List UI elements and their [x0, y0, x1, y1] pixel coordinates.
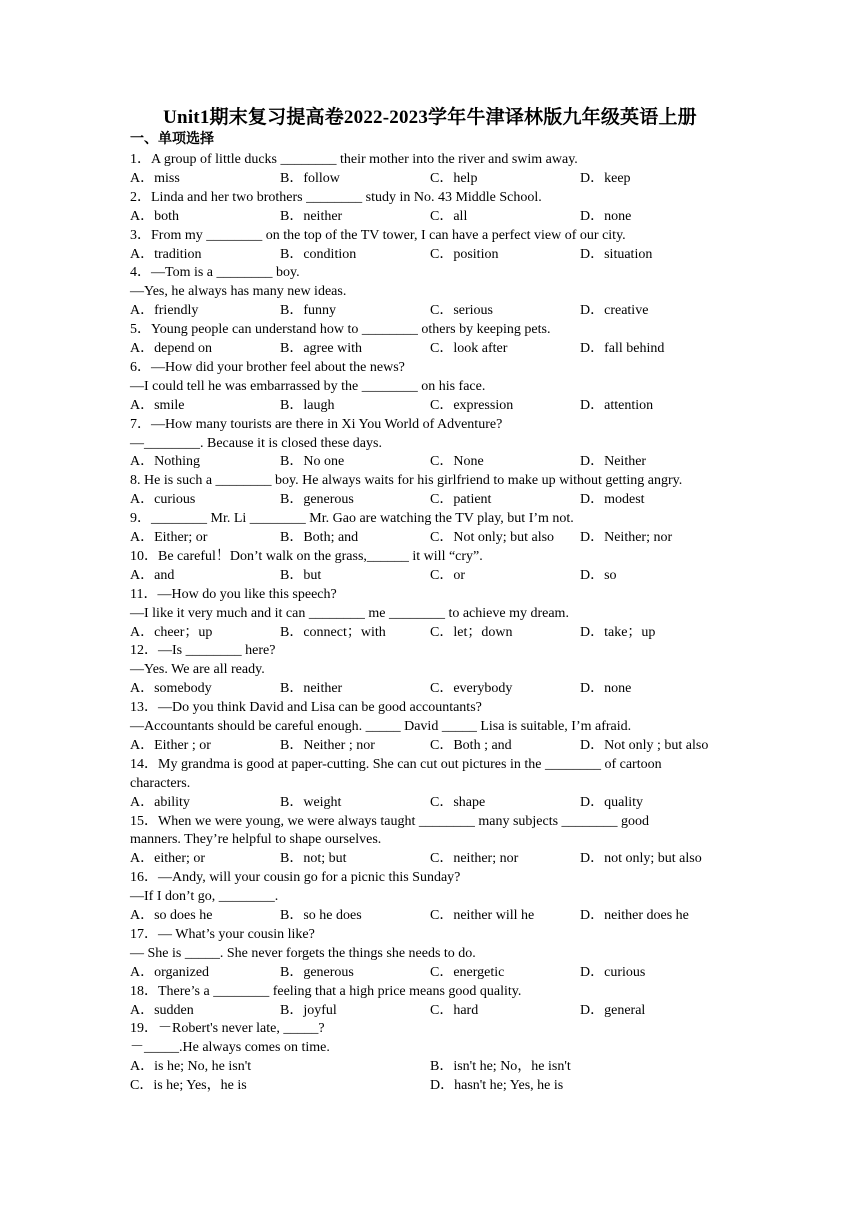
- answer-option: A．tradition: [130, 246, 202, 262]
- question-stem-line: —Accountants should be careful enough. _____ David _____ Lisa is suitable, I’m afraid.: [130, 719, 632, 734]
- options-row: [130, 170, 740, 189]
- answer-option: A．is he; No, he isn't: [130, 1059, 252, 1075]
- answer-option: B．joyful: [280, 1002, 337, 1018]
- answer-option: C．neither; nor: [430, 851, 519, 867]
- question-item: [130, 472, 740, 510]
- question-stem: 7．—How many tourists are there in Xi You World of Adventure?: [130, 416, 503, 432]
- answer-option: A．smile: [130, 397, 185, 413]
- answer-option: A．curious: [130, 492, 196, 508]
- answer-option: D．keep: [580, 170, 631, 186]
- options-row: [130, 907, 740, 926]
- answer-option: A．cheer；up: [130, 624, 213, 640]
- question-stem-line: —________. Because it is closed these days.: [130, 435, 382, 451]
- answer-option: A．and: [130, 567, 175, 583]
- answer-option: B．laugh: [280, 397, 335, 413]
- answer-option: A．either; or: [130, 851, 206, 867]
- question-stem: 8. He is such a ________ boy. He always waits for his girlfriend to make up without getting angry.: [130, 473, 683, 489]
- answer-option: B．isn't he; No，he isn't: [430, 1059, 571, 1075]
- answer-option: C．let；down: [430, 624, 513, 640]
- answer-option: C．energetic: [430, 964, 505, 980]
- answer-option: C．None: [430, 454, 484, 470]
- answer-option: A．miss: [130, 170, 180, 186]
- question-item: [130, 321, 740, 359]
- answer-option: D．Not only ; but also: [580, 737, 709, 753]
- options-row: [130, 529, 740, 548]
- answer-option: D．Neither: [580, 454, 647, 470]
- options-row: [130, 794, 740, 813]
- answer-option: D．none: [580, 681, 632, 697]
- answer-option: B．connect；with: [280, 624, 386, 640]
- answer-option: D．take；up: [580, 624, 656, 640]
- answer-option: B．Neither ; nor: [280, 737, 375, 753]
- answer-option: B．follow: [280, 170, 340, 186]
- question-stem: 13．—Do you think David and Lisa can be good accountants?: [130, 700, 482, 716]
- options-row: [130, 680, 740, 699]
- answer-option: B．condition: [280, 246, 357, 262]
- question-stem-line: —If I don’t go, ________.: [130, 889, 279, 905]
- options-row: [130, 964, 740, 983]
- answer-option: A．organized: [130, 964, 210, 980]
- question-stem: 5．Young people can understand how to ________ others by keeping pets.: [130, 322, 551, 338]
- options-row: [130, 302, 740, 321]
- answer-option: B．weight: [280, 794, 342, 810]
- answer-option: D．Neither; nor: [580, 530, 673, 545]
- options-row: [130, 208, 740, 227]
- answer-option: B．No one: [280, 454, 345, 470]
- answer-option: B．agree with: [280, 341, 363, 356]
- question-item: [130, 983, 740, 1021]
- answer-option: D．fall behind: [580, 341, 665, 356]
- answer-option: B．funny: [280, 303, 336, 319]
- question-stem: 17．— What’s your cousin like?: [130, 926, 315, 942]
- answer-option: C．shape: [430, 794, 486, 810]
- question-stem: 2．Linda and her two brothers ________ study in No. 43 Middle School.: [130, 189, 542, 205]
- answer-option: A．so does he: [130, 908, 213, 924]
- answer-option: C．is he; Yes，he is: [130, 1078, 247, 1094]
- answer-option: A．depend on: [130, 341, 213, 356]
- answer-option: D．curious: [580, 964, 646, 980]
- question-stem: 14．My grandma is good at paper-cutting. She can cut out pictures in the ________ of cartoon: [130, 756, 662, 772]
- answer-option: B．Both; and: [280, 530, 359, 545]
- question-stem-line: characters.: [130, 775, 191, 791]
- question-stem: 12．—Is ________ here?: [130, 643, 276, 659]
- question-item: [130, 869, 740, 926]
- answer-option: C．serious: [430, 303, 493, 319]
- question-stem: 15．When we were young, we were always taught ________ many subjects ________ good: [130, 813, 650, 829]
- question-item: [130, 813, 740, 870]
- section-heading: 一、单项选择: [130, 132, 214, 147]
- answer-option: D．creative: [580, 303, 649, 319]
- answer-option: D．not only; but also: [580, 851, 702, 867]
- answer-option: A．both: [130, 208, 179, 224]
- answer-option: A．friendly: [130, 303, 199, 319]
- answer-option: A．somebody: [130, 681, 212, 697]
- options-row: [130, 624, 740, 643]
- answer-option: D．modest: [580, 492, 645, 508]
- answer-option: C．Not only; but also: [430, 530, 555, 545]
- answer-option: A．Either ; or: [130, 737, 211, 753]
- question-stem-line: — She is _____. She never forgets the things she needs to do.: [130, 945, 476, 961]
- options-row: [130, 491, 740, 510]
- question-stem: 4．—Tom is a ________ boy.: [130, 265, 300, 281]
- question-stem-line: —Yes. We are all ready.: [130, 662, 265, 678]
- options-row: [130, 1002, 740, 1021]
- question-stem: 9．________ Mr. Li ________ Mr. Gao are watching the TV play, but I’m not.: [130, 511, 574, 527]
- answer-option: D．situation: [580, 246, 653, 262]
- answer-option: C．help: [430, 170, 478, 186]
- question-item: [130, 699, 740, 756]
- answer-option: C．everybody: [430, 681, 513, 697]
- answer-option: D．attention: [580, 397, 654, 413]
- options-row: [130, 850, 740, 869]
- question-item: [130, 359, 740, 416]
- answer-option: C．neither will he: [430, 908, 535, 924]
- answer-option: D．hasn't he; Yes, he is: [430, 1078, 564, 1094]
- answer-option: D．quality: [580, 794, 643, 810]
- answer-option: C．hard: [430, 1002, 479, 1018]
- question-stem: 16．—Andy, will your cousin go for a picnic this Sunday?: [130, 870, 461, 886]
- options-row: [130, 453, 740, 472]
- question-item: [130, 1020, 740, 1096]
- answer-option: B．so he does: [280, 908, 362, 924]
- answer-option: C．all: [430, 208, 468, 224]
- answer-option: C．position: [430, 246, 499, 262]
- options-row: [130, 246, 740, 265]
- answer-option: B．generous: [280, 964, 354, 980]
- question-list: [130, 151, 740, 1096]
- question-stem: 10．Be careful！Don’t walk on the grass,______ it will “cry”.: [130, 548, 483, 564]
- question-item: [130, 642, 740, 699]
- answer-option: B．generous: [280, 492, 354, 508]
- answer-option: A．ability: [130, 794, 190, 810]
- answer-option: D．neither does he: [580, 908, 689, 924]
- question-stem-line: —Yes, he always has many new ideas.: [130, 284, 347, 300]
- question-item: [130, 548, 740, 586]
- answer-option: B．neither: [280, 681, 343, 697]
- answer-option: C．or: [430, 567, 465, 583]
- question-item: [130, 189, 740, 227]
- answer-option: A．Nothing: [130, 454, 200, 470]
- answer-option: B．not; but: [280, 851, 347, 867]
- options-row: [130, 397, 740, 416]
- answer-option: D．general: [580, 1002, 646, 1018]
- question-stem: 19．－Robert's never late, _____?: [130, 1021, 325, 1037]
- answer-option: C．expression: [430, 397, 514, 413]
- question-stem-line: —I could tell he was embarrassed by the ________ on his face.: [130, 378, 486, 394]
- answer-option: C．patient: [430, 492, 492, 508]
- options-row: [130, 1058, 740, 1077]
- question-item: [130, 151, 740, 189]
- answer-option: B．neither: [280, 208, 343, 224]
- question-stem: 18．There’s a ________ feeling that a high price means good quality.: [130, 983, 522, 999]
- question-item: [130, 756, 740, 813]
- question-item: [130, 586, 740, 643]
- question-item: [130, 227, 740, 265]
- question-item: [130, 264, 740, 321]
- answer-option: B．but: [280, 567, 322, 583]
- question-stem: 6．—How did your brother feel about the news?: [130, 359, 405, 375]
- question-stem-line: manners. They’re helpful to shape ourselves.: [130, 832, 382, 848]
- question-item: [130, 510, 740, 548]
- options-row: [130, 340, 740, 359]
- answer-option: A．sudden: [130, 1002, 194, 1018]
- question-item: [130, 416, 740, 473]
- question-stem-line: —I like it very much and it can ________ me ________ to achieve my dream.: [130, 605, 569, 621]
- answer-option: D．so: [580, 567, 617, 583]
- exam-title: Unit1期末复习提高卷2022-2023学年牛津译林版九年级英语上册: [163, 107, 697, 128]
- question-item: [130, 926, 740, 983]
- question-stem: 1．A group of little ducks ________ their mother into the river and swim away.: [130, 152, 578, 167]
- options-row: [130, 1077, 740, 1096]
- answer-option: C．Both ; and: [430, 737, 512, 753]
- question-stem: 11．—How do you like this speech?: [130, 586, 337, 602]
- answer-option: C．look after: [430, 341, 508, 356]
- question-stem: 3．From my ________ on the top of the TV tower, I can have a perfect view of our city.: [130, 227, 626, 243]
- options-row: [130, 567, 740, 586]
- answer-option: D．none: [580, 208, 632, 224]
- answer-option: A．Either; or: [130, 530, 208, 545]
- options-row: [130, 737, 740, 756]
- question-stem-line: －_____.He always comes on time.: [130, 1040, 330, 1056]
